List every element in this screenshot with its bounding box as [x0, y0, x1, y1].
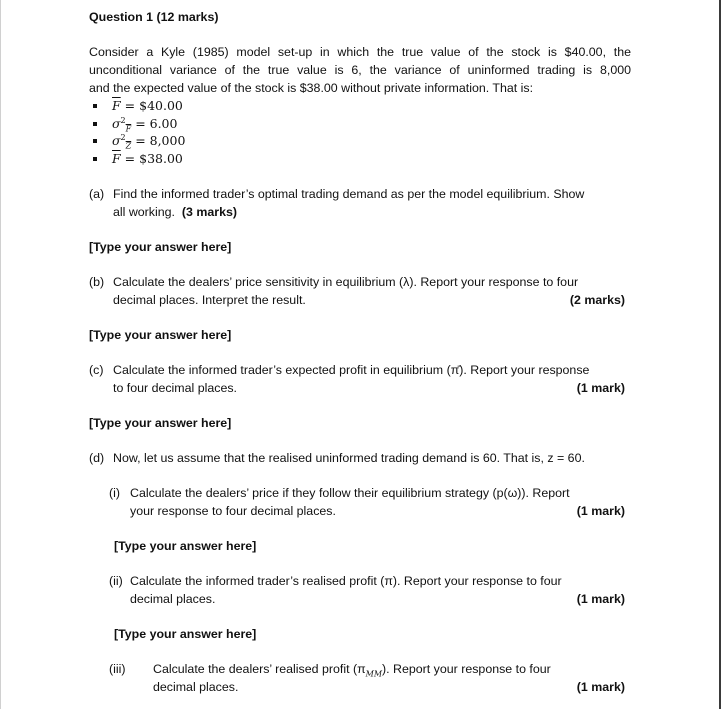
- math-subscript: MM: [365, 669, 383, 679]
- part-c-label: (c): [89, 363, 104, 377]
- part-c: [89, 361, 631, 397]
- part-d-i: [89, 484, 631, 520]
- part-b: [89, 273, 631, 309]
- answer-box-a[interactable]: [Type your answer here]: [89, 240, 232, 254]
- part-c-line-1: Calculate the informed trader’s expected profit in equilibrium (π̄). Report your response: [113, 363, 590, 377]
- part-b-line-1: Calculate the dealers’ price sensitivity in equilibrium (λ). Report your response to four: [113, 275, 579, 289]
- part-d-ii-line-2: [130, 590, 631, 608]
- assumption-value: = 6.00: [135, 115, 178, 131]
- assumption-list: [89, 97, 631, 167]
- assumption-value: = $40.00: [124, 98, 183, 113]
- part-d-ii-label: (ii): [109, 574, 123, 588]
- math-symbol: σ: [112, 133, 121, 148]
- assumption-expected-value: [89, 150, 631, 168]
- part-d-iii-marks: (1 mark): [576, 680, 625, 694]
- part-a-line-2-text: all working.: [113, 205, 175, 219]
- part-d-i-line-1: Calculate the dealers’ price if they follow their equilibrium strategy (p(ω)). Report: [130, 486, 570, 500]
- part-d-iii-line-1-end: ). Report your response to four: [382, 662, 551, 676]
- math-subscript: Z: [125, 141, 132, 151]
- part-a-line-1: Find the informed trader’s optimal trading demand as per the model equilibrium. Show: [113, 187, 585, 201]
- part-a-marks: (3 marks): [181, 205, 237, 219]
- part-d-ii-line-2-text: decimal places.: [130, 592, 216, 606]
- part-b-marks: (2 marks): [569, 293, 625, 307]
- part-d-iii-label: (iii): [109, 662, 126, 676]
- intro-line-3: and the expected value of the stock is $38.00 without private information. That is:: [89, 81, 534, 95]
- part-b-line-2-text: decimal places. Interpret the result.: [113, 293, 306, 307]
- part-a-line-2: [113, 203, 631, 221]
- part-d-line-1: Now, let us assume that the realised uninformed trading demand is 60. That is, z = 60.: [113, 451, 585, 465]
- intro-line-1: Consider a Kyle (1985) model set-up in which the true value of the stock is $40.00, the: [89, 45, 631, 59]
- part-d-iii-line-1: [153, 660, 631, 678]
- part-a: [89, 185, 631, 221]
- math-superscript: 2: [120, 132, 126, 142]
- answer-box-c[interactable]: [Type your answer here]: [89, 416, 232, 430]
- bullet-icon: [93, 139, 97, 143]
- part-c-line-2-text: to four decimal places.: [113, 381, 237, 395]
- part-b-line-2: [113, 291, 631, 309]
- assumption-variance-z: [89, 132, 631, 150]
- assumption-true-value: [89, 97, 631, 115]
- part-c-marks: (1 mark): [576, 381, 625, 395]
- part-d-iii-line-1-text: Calculate the dealers’ realised profit (π: [153, 662, 366, 676]
- intro-line-2: unconditional variance of the true value is 6, the variance of uninformed trading is 8,000: [89, 63, 631, 77]
- part-c-line-2: [113, 379, 631, 397]
- part-a-label: (a): [89, 187, 105, 201]
- part-d-ii-line-1: Calculate the informed trader’s realised profit (π). Report your response to four: [130, 574, 562, 588]
- question-heading: Question 1 (12 marks): [89, 10, 219, 24]
- answer-box-d-i[interactable]: [Type your answer here]: [114, 539, 257, 553]
- part-d-iii-line-2: [153, 678, 631, 696]
- math-superscript: 2: [120, 115, 126, 125]
- part-d: [89, 449, 631, 467]
- part-d-i-marks: (1 mark): [576, 504, 625, 518]
- answer-box-b[interactable]: [Type your answer here]: [89, 328, 232, 342]
- part-d-iii-line-2-text: decimal places.: [153, 680, 239, 694]
- assumption-variance-f: [89, 115, 631, 133]
- answer-box-d-ii[interactable]: [Type your answer here]: [114, 627, 257, 641]
- page-edge-left: [0, 0, 1, 709]
- part-d-ii-marks: (1 mark): [576, 592, 625, 606]
- bullet-icon: [93, 104, 97, 108]
- part-b-label: (b): [89, 275, 105, 289]
- part-d-iii: [89, 660, 631, 696]
- math-symbol: $\overline{F}$: [112, 150, 121, 166]
- part-d-label: (d): [89, 451, 105, 465]
- bullet-icon: [93, 122, 97, 126]
- part-d-i-label: (i): [109, 486, 121, 500]
- math-subscript: F: [125, 124, 132, 133]
- bullet-icon: [93, 157, 97, 161]
- part-d-ii: [89, 572, 631, 608]
- assumption-value: = $38.00: [124, 150, 183, 166]
- assumption-value: = 8,000: [135, 133, 186, 148]
- part-d-i-line-2-text: your response to four decimal places.: [130, 504, 336, 518]
- document-body: [89, 8, 631, 696]
- math-symbol: σ: [112, 115, 121, 131]
- question-intro: [89, 43, 631, 97]
- part-d-i-line-2: [130, 502, 631, 520]
- math-symbol: $\overline{F}$: [112, 98, 121, 113]
